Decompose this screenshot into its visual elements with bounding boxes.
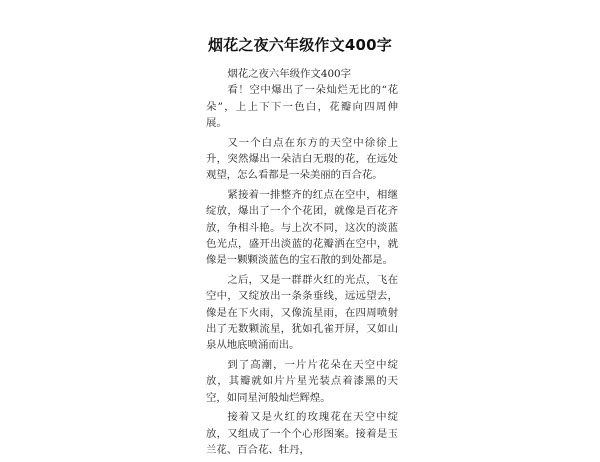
document-body <box>206 66 398 462</box>
paragraph-2: 又一个白点在东方的天空中徐徐上升，突然爆出一朵洁白无瑕的花，在远处观望，怎么看都是一朵美丽的百合花。 <box>206 136 398 182</box>
document-title: 烟花之夜六年级作文400字 <box>208 36 392 54</box>
paragraph-4: 之后，又是一群群火红的光点，飞在空中，又绽放出一条条垂线，远远望去，像是在下火雨，又像流星雨，在四周喷射出了无数颗流星，犹如孔雀开屏，又如山泉从地底喷涌而出。 <box>206 274 398 352</box>
paragraph-6: 接着又是火红的玫瑰花在天空中绽放，又组成了一个个心形图案。接着是玉兰花、百合花、牡丹， <box>206 411 398 457</box>
document-subtitle: 烟花之夜六年级作文400字 <box>227 68 352 80</box>
paragraph-5: 到了高潮，一片片花朵在天空中绽放，其瓣就如片片星光装点着漆黑的天空，如同星河般灿烂辉煌。 <box>206 359 398 404</box>
paragraph-3: 紧接着一排整齐的红点在空中，相继绽放，爆出了一个个花团，就像是百花齐放，争相斗艳。与上次不同，这次的淡蓝色光点，盛开出淡蓝的花瓣洒在空中，就像是一颗颗淡蓝色的宝石散的到处都是。 <box>206 189 398 267</box>
paragraph-1: 看！空中爆出了一朵灿烂无比的“花朵”，上上下下一色白，花瓣向四周伸展。 <box>206 84 398 129</box>
